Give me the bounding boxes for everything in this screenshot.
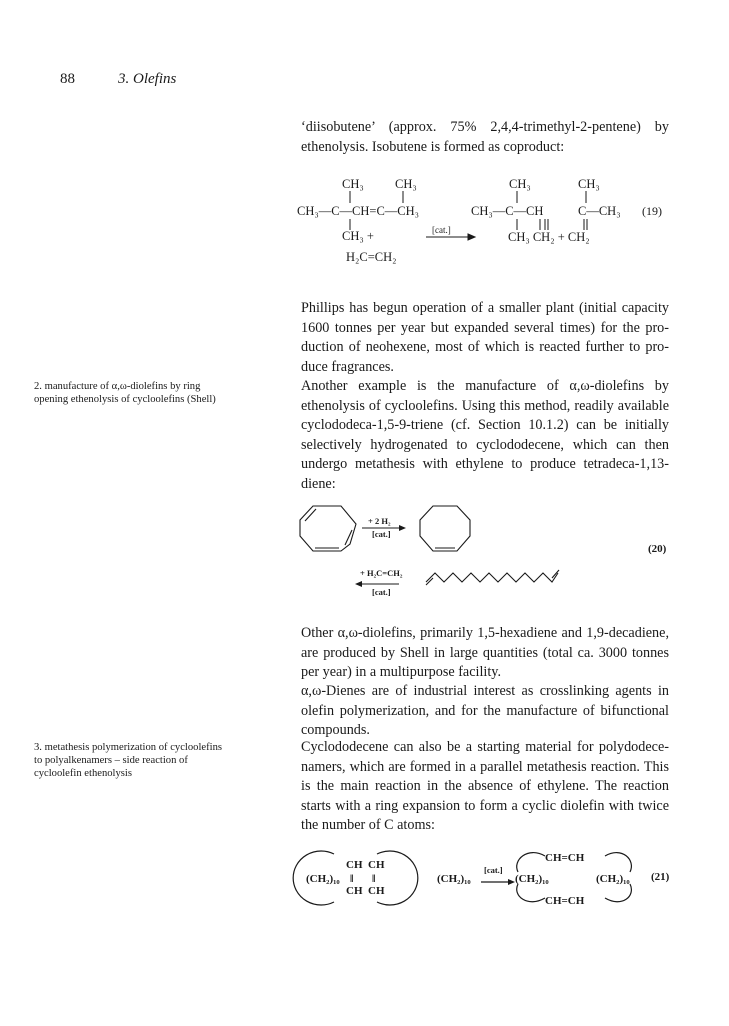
eq19-catalyst: [cat.] [432,225,451,235]
paragraph-cyclododecene [301,738,669,836]
text-line: selectively hydrogenated to cyclododecene, which can then [301,436,669,453]
eq20-catalyst-1: [cat.] [372,529,391,539]
text-line: Cyclododecene can also be a starting material for polydodece- [301,739,669,755]
eq19-reactant-chain: CH₃—C—CH=C—CH₃ [297,204,420,218]
equation-21-diagram [290,842,685,917]
eq19-product-ch3-top-2: CH₃ [578,177,600,191]
eq19-product-bottom: CH₃ CH₂ + CH₂ [508,230,590,244]
paragraph-phillips [301,299,669,377]
text-line: Phillips has begun operation of a smaller plant (initial capacity [301,300,669,316]
eq21-ch-1: CH [346,859,363,871]
eq21-ch-3: CH [368,859,385,871]
text-line: namers, which are formed in a parallel metathesis reaction. This [301,758,669,775]
product-right-bottom-arc [605,884,631,902]
equation-21-label: (21) [651,871,670,883]
text-line: ethenolysis. Isobutene is formed as coproduct: [301,138,565,155]
text-line: the number of C atoms: [301,817,435,834]
eq21-catalyst: [cat.] [484,865,503,875]
text-line: is the main reaction in the absence of ethylene. The reaction [301,778,669,795]
product-right-top-arc [605,853,631,872]
paragraph-dienes [301,682,669,741]
equation-19-diagram [290,170,685,270]
text-line: olefin polymerization, and for the manufacture of bifunctional [301,702,669,719]
text-line: Another example is the manufacture of α,ω-diolefins by [301,378,669,394]
text-line: ethenolysis of cycloolefins. Using this method, readily available [301,397,669,414]
equation-20-label: (20) [648,543,667,555]
eq21-ring-left: (CH₂)₁₀ [306,873,340,885]
equation-20-diagram [296,500,681,605]
eq19-ch3-bottom: CH₃ + [342,229,374,243]
text-line: duce fragrances. [301,358,394,375]
cyclododecene-ring [420,506,470,551]
text-line: starts with a ring expansion to form a cyclic diolefin with twice [301,797,669,814]
eq21-ch-eq-ch-top: CH=CH [545,852,585,864]
text-line: cyclododeca-1,5-9-triene (cf. Section 10.1.2) can be initially [301,417,669,434]
eq19-ch3-top-1: CH₃ [342,177,364,191]
note-line: 3. metathesis polymerization of cycloolefins [34,742,222,753]
note-line: to polyalkenamers – side reaction of [34,754,188,766]
text-line: per year) in a multipurpose facility. [301,664,501,681]
note-line: 2. manufacture of α,ω-diolefins by ring [34,381,201,392]
tetradecadiene-chain [426,573,558,582]
eq21-ch-4: CH [368,885,385,897]
eq20-double-bond [345,530,352,545]
product-left-bottom-arc [517,884,545,902]
chapter-title: 3. Olefins [118,71,177,87]
text-line: ‘diisobutene’ (approx. 75% 2,4,4-trimethyl-2-pentene) by [301,119,669,135]
text-line: undergo metathesis with ethylene to produce tetradeca-1,13- [301,456,669,473]
page-number: 88 [60,71,75,87]
note-line: cycloolefin ethenolysis [34,767,132,779]
margin-note-3 [34,742,279,780]
note-line: opening ethenolysis of cycloolefins (Shell) [34,393,216,405]
text-line: compounds. [301,722,370,739]
eq21-double-bond-1: ‖ [350,873,354,885]
eq21-product-ring-left: (CH₂)₁₀ [515,873,549,885]
eq19-ch3-top-2: CH₃ [395,177,417,191]
eq19-product-ch3-top-1: CH₃ [509,177,531,191]
eq20-double-bond [305,509,316,521]
text-line: α,ω-Dienes are of industrial interest as crosslinking agents in [301,683,669,699]
paragraph-other-diolefins [301,624,669,683]
eq21-ch-eq-ch-bottom: CH=CH [545,895,585,907]
text-line: are produced by Shell in large quantities (total ca. 3000 tonnes [301,644,669,661]
text-line: diene: [301,475,336,492]
eq21-ring-right: (CH₂)₁₀ [437,873,471,885]
paragraph-diisobutene [301,118,669,157]
eq20-reagent-h2: + 2 H₂ [368,516,391,526]
eq20-reagent-ethylene: + H₂C=CH₂ [360,568,403,578]
paragraph-another-example [301,377,669,495]
text-line: Other α,ω-diolefins, primarily 1,5-hexadiene and 1,9-decadiene, [301,625,669,641]
eq19-product-right: C—CH₃ [578,204,621,218]
eq19-ethylene: H₂C=CH₂ [346,250,397,264]
eq21-product-ring-right: (CH₂)₁₀ [596,873,630,885]
eq19-product-chain: CH₃—C—CH [471,204,544,218]
text-line: duction of neohexene, most of which is reacted further to pro- [301,339,669,356]
eq21-ch-2: CH [346,885,363,897]
equation-19-label: (19) [642,204,662,218]
product-left-top-arc [517,853,545,872]
margin-note-2 [34,381,279,407]
cyclododecatriene-ring [300,506,356,551]
eq20-catalyst-2: [cat.] [372,587,391,597]
text-line: 1600 tonnes per year but expanded several times) for the pro- [301,319,669,336]
eq21-double-bond-2: ‖ [372,873,376,885]
